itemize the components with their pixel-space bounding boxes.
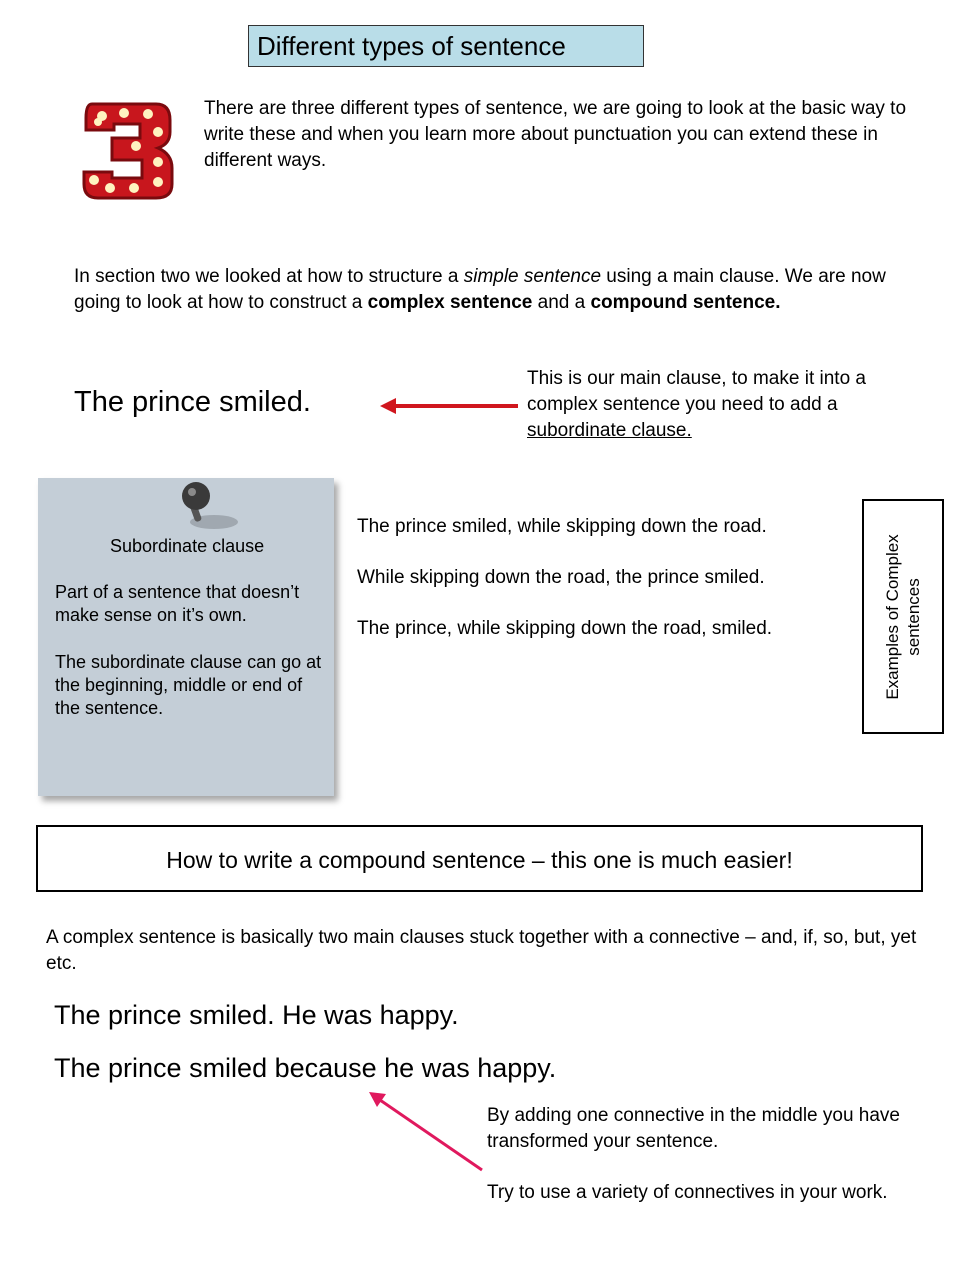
number-three-marquee-icon (78, 96, 178, 202)
try-connectives-note: Try to use a variety of connectives in your work. (487, 1182, 888, 1203)
sticky-note-position: The subordinate clause can go at the beginning, middle or end of the sentence. (55, 652, 322, 718)
complex-definition: A complex sentence is basically two main clauses stuck together with a connective – and, if, so, but, yet etc. (46, 927, 917, 974)
main-clause-note: This is our main clause, to make it into a complex sentence you need to add a subordinate clause. (527, 368, 866, 441)
section-two-text: In section two we looked at how to structure a simple sentence using a main clause. We are now going to look at how to construct a complex sentence and a compound sentence. (74, 266, 886, 313)
pink-arrow-icon (364, 1088, 488, 1176)
complex-example-3: The prince, while skipping down the road, smiled. (357, 618, 773, 639)
compound-heading: How to write a compound sentence – this one is much easier! (36, 825, 923, 892)
sticky-note-definition: Part of a sentence that doesn’t make sense on it’s own. (55, 582, 300, 625)
push-pin-icon (170, 480, 240, 532)
intro-text: There are three different types of sentence, we are going to look at the basic way to write these and when you learn more about punctuation you can extend these in different ways. (204, 98, 907, 171)
page-title: Different types of sentence (248, 25, 644, 67)
main-clause-example: The prince smiled. (74, 386, 311, 418)
sticky-note-title: Subordinate clause (110, 536, 265, 556)
examples-label: Examples of Complex sentences (883, 533, 923, 700)
compound-example-2: The prince smiled because he was happy. (54, 1053, 557, 1083)
complex-example-2: While skipping down the road, the prince smiled. (357, 567, 765, 588)
connective-note: By adding one connective in the middle you have transformed your sentence. (487, 1105, 900, 1152)
compound-example-1: The prince smiled. He was happy. (54, 1000, 459, 1030)
complex-example-1: The prince smiled, while skipping down the road. (357, 516, 767, 537)
subordinate-clause-term: subordinate clause. (527, 420, 692, 441)
examples-label-box (862, 499, 944, 734)
red-arrow-left-icon (378, 396, 520, 416)
